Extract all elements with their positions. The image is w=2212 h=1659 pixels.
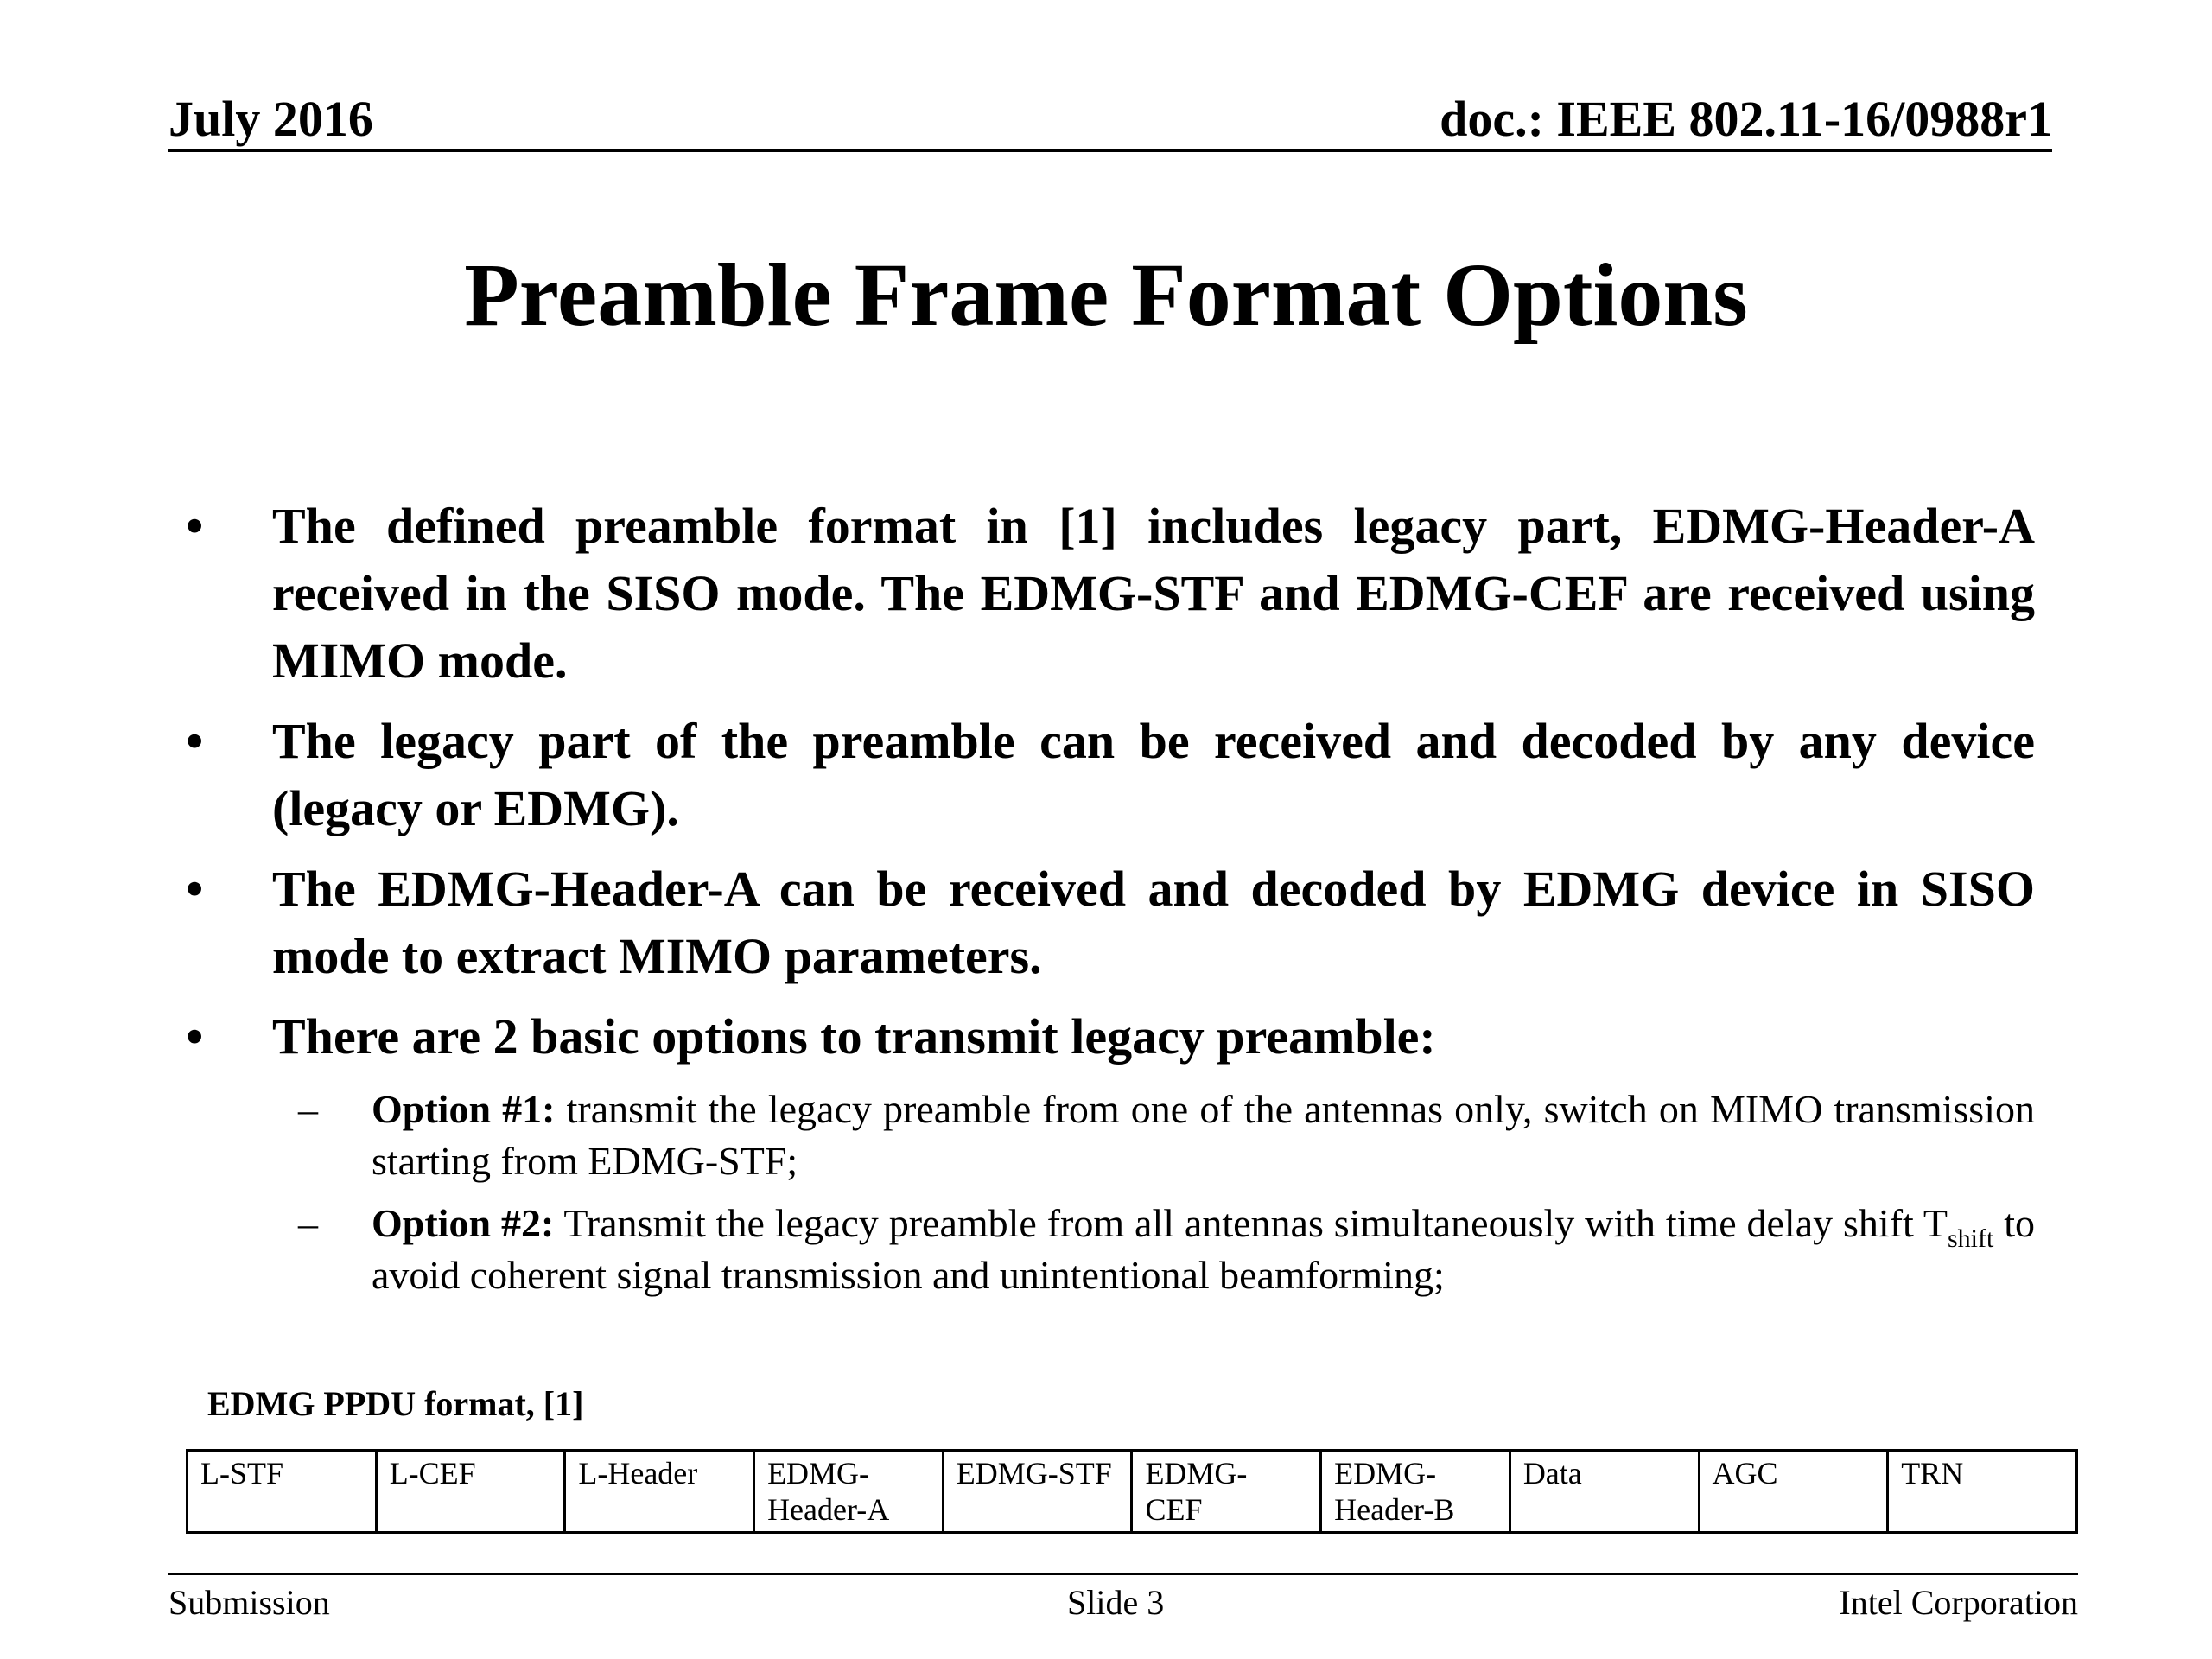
dash-marker: – xyxy=(298,1087,318,1131)
option-label: Option #1: xyxy=(372,1087,556,1131)
ppdu-field-cell: L-CEF xyxy=(376,1451,565,1533)
ppdu-caption: EDMG PPDU format, [1] xyxy=(207,1384,584,1423)
ppdu-field-cell: L-STF xyxy=(188,1451,377,1533)
ppdu-field-cell: Data xyxy=(1510,1451,1699,1533)
footer-submission: Submission xyxy=(168,1583,330,1622)
ppdu-field-cell: TRN xyxy=(1888,1451,2077,1533)
option-subscript: shift xyxy=(1947,1224,1994,1253)
header-date: July 2016 xyxy=(168,91,373,147)
slide-title: Preamble Frame Format Options xyxy=(464,245,1748,345)
bullet-marker: • xyxy=(186,498,204,554)
sub-bullet-option-2 xyxy=(186,1198,2035,1301)
option-text: Transmit the legacy preamble from all antennas simultaneously with time delay shift T xyxy=(554,1201,1948,1245)
option-text-tail: to avoid coherent signal transmission and unintentional beamforming; xyxy=(372,1201,2035,1297)
footer-slide-number: Slide 3 xyxy=(1067,1583,1165,1622)
bullet-text: The legacy part of the preamble can be received and decoded by any device (legacy or EDMG). xyxy=(272,713,2035,836)
bullet-marker: • xyxy=(186,861,204,917)
ppdu-field-cell: EDMG- CEF xyxy=(1132,1451,1321,1533)
dash-marker: – xyxy=(298,1201,318,1245)
bullet-item xyxy=(186,493,2035,695)
bullet-item xyxy=(186,708,2035,842)
ppdu-field-cell: L-Header xyxy=(565,1451,754,1533)
bullet-list xyxy=(186,493,2035,1312)
bullet-text: The defined preamble format in [1] includes legacy part, EDMG-Header-A received in the SISO mode. The EDMG-STF and EDMG-CEF are received using MIMO mode. xyxy=(272,498,2035,689)
option-text: transmit the legacy preamble from one of the antennas only, switch on MIMO transmission starting from EDMG-STF; xyxy=(372,1087,2035,1183)
sub-bullet-option-1 xyxy=(186,1084,2035,1187)
bullet-text: There are 2 basic options to transmit legacy preamble: xyxy=(272,1008,1436,1065)
ppdu-field-cell: AGC xyxy=(1699,1451,1888,1533)
header-doc-id: doc.: IEEE 802.11-16/0988r1 xyxy=(1440,91,2052,147)
ppdu-format-table xyxy=(186,1449,2078,1534)
ppdu-field-cell: EDMG- Header-B xyxy=(1321,1451,1510,1533)
bullet-item xyxy=(186,1003,2035,1071)
option-label: Option #2: xyxy=(372,1201,555,1245)
bullet-text: The EDMG-Header-A can be received and decoded by EDMG device in SISO mode to extract MIMO parameters. xyxy=(272,861,2035,984)
ppdu-field-cell: EDMG-STF xyxy=(943,1451,1132,1533)
footer-company: Intel Corporation xyxy=(1839,1583,2078,1622)
bullet-marker: • xyxy=(186,713,204,769)
bullet-marker: • xyxy=(186,1008,204,1065)
slide-header xyxy=(168,82,2052,152)
bullet-item xyxy=(186,855,2035,990)
slide-footer xyxy=(168,1573,2078,1627)
table-row xyxy=(188,1451,2077,1533)
ppdu-field-cell: EDMG- Header-A xyxy=(754,1451,944,1533)
